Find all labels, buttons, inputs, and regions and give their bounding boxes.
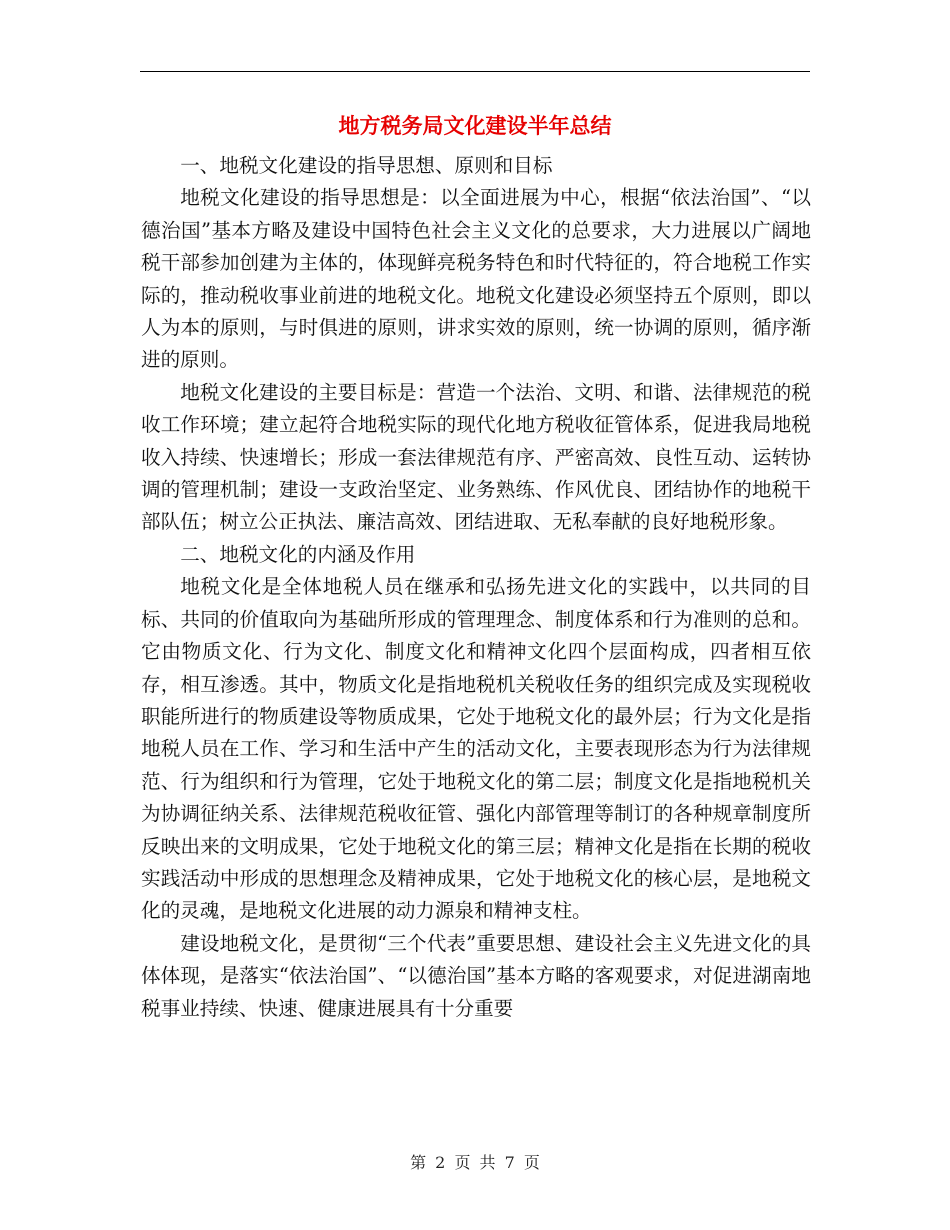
document-title: 地方税务局文化建设半年总结 — [338, 114, 612, 138]
section-heading-1: 一、地税文化建设的指导思想、原则和目标 — [180, 154, 553, 177]
header-rule — [140, 71, 810, 72]
body-paragraph: 地税文化建设的主要目标是：营造一个法治、文明、和谐、法律规范的税收工作环境；建立起符合地税实际的现代化地方税收征管体系，促进我局地税收入持续、快速增长；形成一套法律规范有序、严密高效、良性互动、运转协调的管理机制；建设一支政治坚定、业务熟练、作风优良、团结协作的地税干部队伍；树立公正执法、廉洁高效、团结进取、无私奉献的良好地税形象。 — [141, 380, 811, 534]
body-paragraph: 地税文化建设的指导思想是：以全面进展为中心，根据“依法治国”、“以德治国”基本方略及建设中国特色社会主义文化的总要求，大力进展以广阔地税干部参加创建为主体的，体现鲜亮税务特色和时代特征的，符合地税工作实际的，推动税收事业前进的地税文化。地税文化建设必须坚持五个原则，即以人为本的原则，与时俱进的原则，讲求实效的原则，统一协调的原则，循序渐进的原则。 — [141, 186, 811, 372]
page-number-footer: 第 2 页 共 7 页 — [410, 1153, 540, 1172]
body-paragraph: 建设地税文化，是贯彻“三个代表”重要思想、建设社会主义先进文化的具体体现，是落实“依法治国”、“以德治国”基本方略的客观要求，对促进湖南地税事业持续、快速、健康进展具有十分重要 — [141, 931, 811, 1020]
section-heading-2: 二、地税文化的内涵及作用 — [180, 542, 416, 566]
document-body — [141, 150, 811, 1025]
body-paragraph: 地税文化是全体地税人员在继承和弘扬先进文化的实践中，以共同的目标、共同的价值取向为基础所形成的管理理念、制度体系和行为准则的总和。它由物质文化、行为文化、制度文化和精神文化四个层面构成，四者相互依存，相互渗透。其中，物质文化是指地税机关税收任务的组织完成及实现税收职能所进行的物质建设等物质成果，它处于地税文化的最外层；行为文化是指地税人员在工作、学习和生活中产生的活动文化，主要表现形态为行为法律规范、行为组织和行为管理，它处于地税文化的第二层；制度文化是指地税机关为协调征纳关系、法律规范税收征管、强化内部管理等制订的各种规章制度所反映出来的文明成果，它处于地税文化的第三层；精神文化是指在长期的税收实践活动中形成的思想理念及精神成果，它处于地税文化的核心层，是地税文化的灵魂，是地税文化进展的动力源泉和精神支柱。 — [141, 575, 811, 923]
